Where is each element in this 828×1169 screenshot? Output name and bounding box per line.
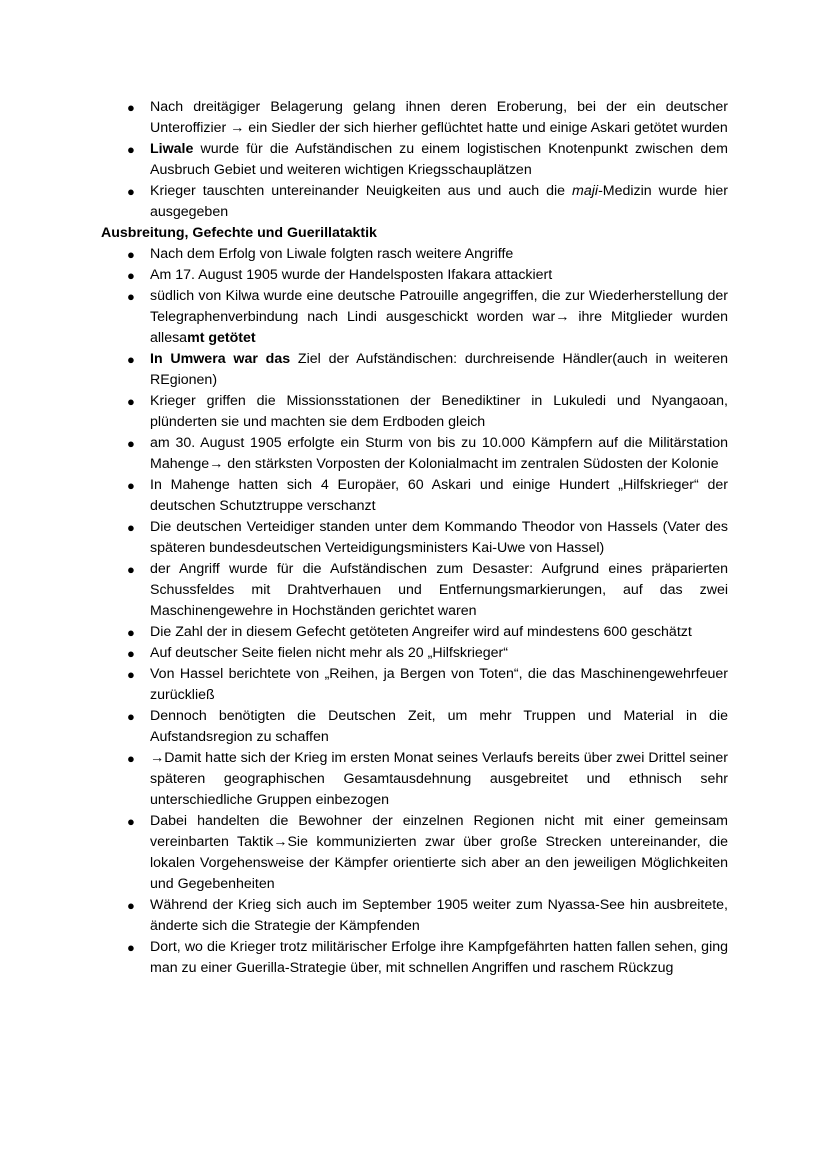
list-item [0,475,828,517]
bullet-icon: ● [127,814,135,829]
list-item [0,664,828,706]
list-item-italic: maji [572,183,599,199]
list-item [0,517,828,559]
list-item-text: Nach dreitägiger Belagerung gelang ihnen deren Eroberung, bei der ein deutscher Unteroffizier → ein Siedler der sich hierher geflüchtet hatte und einige Askari getötet wurden [150,99,728,136]
bullet-icon: ● [127,562,135,577]
bullet-icon: ● [127,268,135,283]
list-item-bold-after: mt getötet [187,330,256,346]
list-item-text: Ziel der Aufständischen: durchreisende Händler(auch in weiteren REgionen) [150,351,728,388]
bullet-icon: ● [127,142,135,157]
list-item-text: am 30. August 1905 erfolgte ein Sturm von bis zu 10.000 Kämpfern auf die Militärstation Mahenge→ den stärksten Vorposten der Kolonialmacht im zentralen Südosten der Kolonie [150,435,728,472]
bullet-icon: ● [127,667,135,682]
list-item-text: Krieger griffen die Missionsstationen der Benediktiner in Lukuledi und Nyangaoan, plünderten sie und machten sie dem Erdboden gleich [150,393,728,430]
list-item [0,139,828,181]
list-item-text: Nach dem Erfolg von Liwale folgten rasch weitere Angriffe [150,246,514,262]
list-item-text: Dennoch benötigten die Deutschen Zeit, um mehr Truppen und Material in die Aufstandsregion zu schaffen [150,708,728,745]
list-item-text: In Mahenge hatten sich 4 Europäer, 60 Askari und einige Hundert „Hilfskrieger“ der deutschen Schutztruppe verschanzt [150,477,728,514]
bullet-icon: ● [127,289,135,304]
bullet-icon: ● [127,352,135,367]
list-item-text: Auf deutscher Seite fielen nicht mehr als 20 „Hilfskrieger“ [150,645,508,661]
bullet-icon: ● [127,394,135,409]
bullet-icon: ● [127,751,135,766]
bullet-icon: ● [127,520,135,535]
list-item-text: Dort, wo die Krieger trotz militärischer Erfolge ihre Kampfgefährten hatten fallen sehen, ging man zu einer Guerilla-Strategie über, mit schnellen Angriffen und raschem Rückzug [150,939,728,976]
bullet-icon: ● [127,100,135,115]
list-item [0,265,828,286]
list-item-text: der Angriff wurde für die Aufständischen zum Desaster: Aufgrund eines präparierten Schussfeldes mit Drahtverhauen und Entfernungsmarkierungen, auf das zwei Maschinengewehre in Hochständen gerichtet waren [150,561,728,619]
list-item-text: Die deutschen Verteidiger standen unter dem Kommando Theodor von Hassels (Vater des späteren bundesdeutschen Verteidigungsministers Kai-Uwe von Hassel) [150,519,728,556]
list-item [0,937,828,979]
list-item [0,181,828,223]
list-item [0,433,828,475]
document-page [0,97,828,979]
list-item-text: südlich von Kilwa wurde eine deutsche Patrouille angegriffen, die zur Wiederherstellung der Telegraphenverbindung nach Lindi ausgeschickt worden war→ ihre Mitglieder wurden allesa [150,288,728,346]
list-item [0,622,828,643]
bullet-icon: ● [127,940,135,955]
list-item-bold: In Umwera war das [150,351,291,367]
bullet-icon: ● [127,436,135,451]
list-item [0,286,828,349]
list-item [0,559,828,622]
list-item [0,895,828,937]
section-heading: Ausbreitung, Gefechte und Guerillataktik [101,225,377,241]
list-item [0,349,828,391]
list-item-text: wurde für die Aufständischen zu einem logistischen Knotenpunkt zwischen dem Ausbruch Gebiet und weiteren wichtigen Kriegsschauplätzen [150,141,728,178]
list-item-text: Die Zahl der in diesem Gefecht getöteten Angreifer wird auf mindestens 600 geschätzt [150,624,692,640]
bullet-icon: ● [127,646,135,661]
list-item-text: Dabei handelten die Bewohner der einzelnen Regionen nicht mit einer gemeinsam vereinbarten Taktik→Sie kommunizierten zwar über große Strecken untereinander, die lokalen Vorgehensweise der Kämpfer orientierte sich aber an den jeweiligen Möglichkeiten und Gegebenheiten [150,813,728,892]
list-item [0,391,828,433]
list-item-text: Während der Krieg sich auch im September 1905 weiter zum Nyassa-See hin ausbreitete, änderte sich die Strategie der Kämpfenden [150,897,728,934]
bullet-icon: ● [127,184,135,199]
list-item-text: →Damit hatte sich der Krieg im ersten Monat seines Verlaufs bereits über zwei Drittel seiner späteren geographischen Gesamtausdehnung ausgebreitet und ethnisch sehr unterschiedliche Gruppen einbezogen [150,750,728,808]
list-item [0,748,828,811]
bullet-icon: ● [127,625,135,640]
bullet-list-1 [0,97,828,223]
bullet-icon: ● [127,898,135,913]
list-item-text-after: -Medizin wurde hier ausgegeben [150,183,728,220]
list-item-bold: Liwale [150,141,194,157]
list-item [0,643,828,664]
bullet-icon: ● [127,709,135,724]
bullet-list-2 [0,244,828,979]
bullet-icon: ● [127,478,135,493]
list-item-text: Am 17. August 1905 wurde der Handelsposten Ifakara attackiert [150,267,553,283]
list-item-text: Krieger tauschten untereinander Neuigkeiten aus und auch die [150,183,573,199]
list-item [0,97,828,139]
list-item [0,706,828,748]
list-item [0,811,828,895]
list-item-text: Von Hassel berichtete von „Reihen, ja Bergen von Toten“, die das Maschinengewehrfeuer zurückließ [150,666,728,703]
list-item [0,244,828,265]
bullet-icon: ● [127,247,135,262]
